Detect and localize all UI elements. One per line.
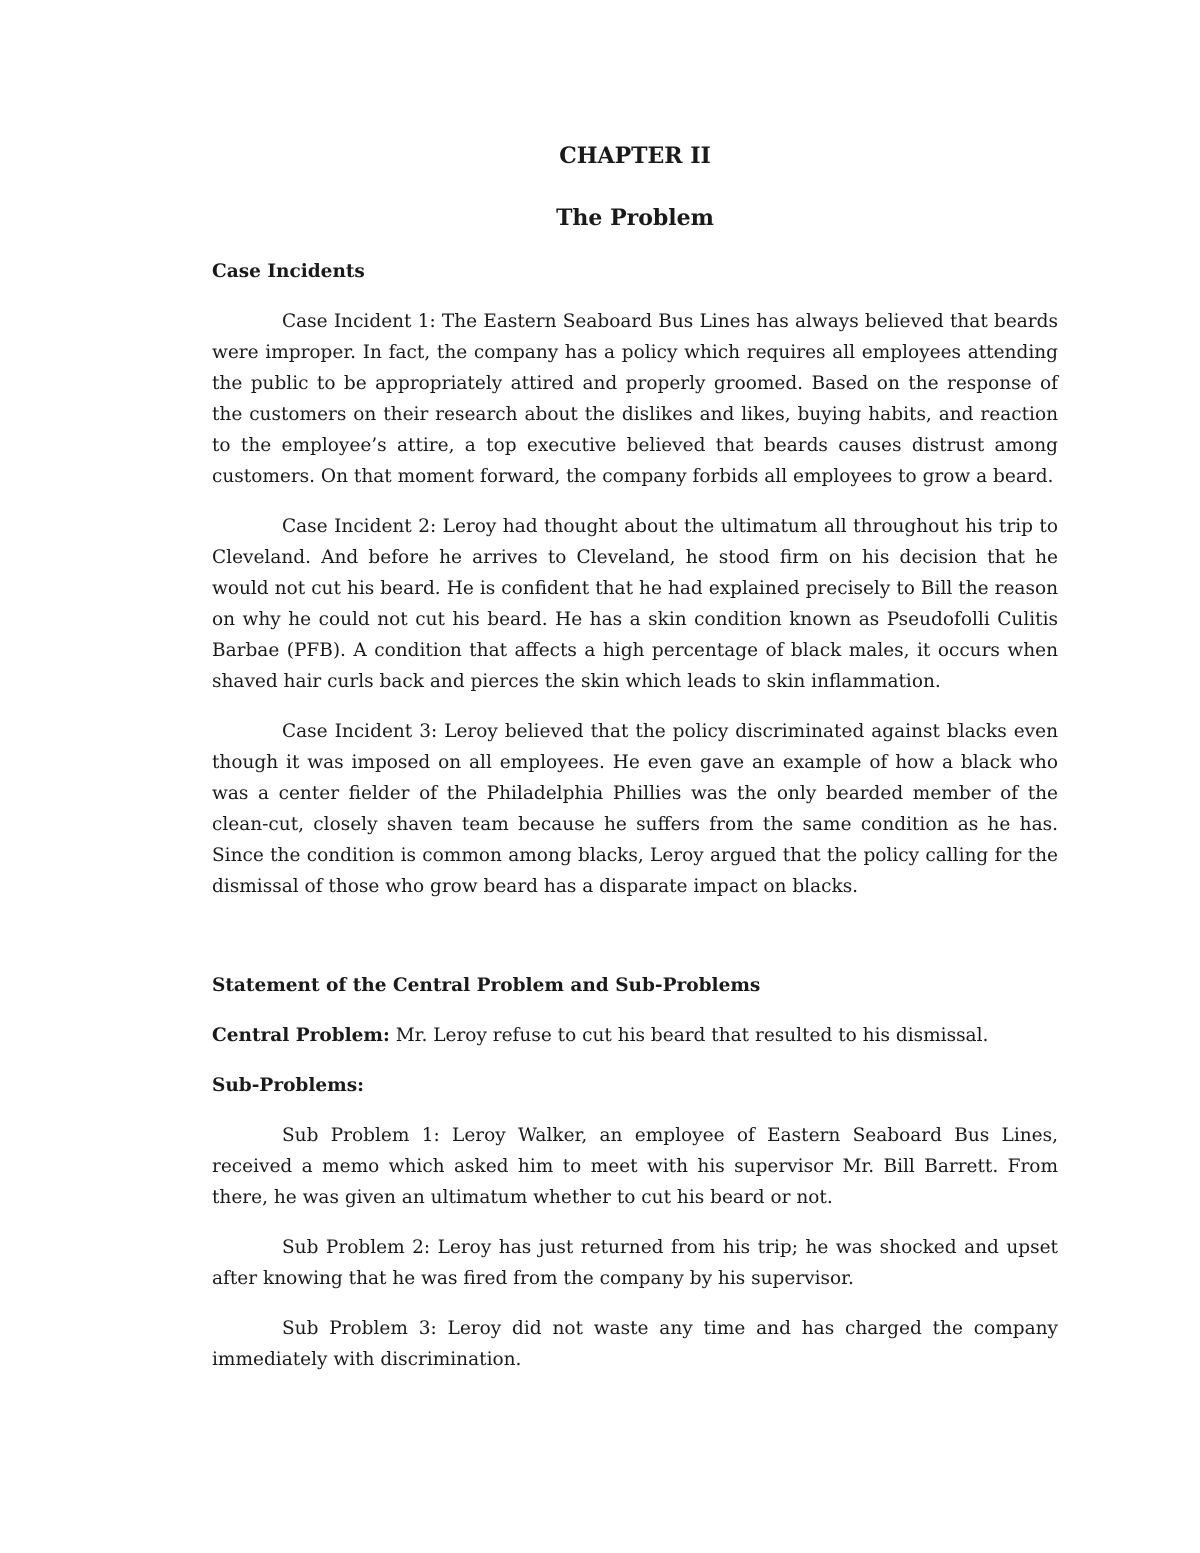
document-page [212, 140, 1058, 1375]
case-incident-1: Case Incident 1: The Eastern Seaboard Bus Lines has always believed that beards were improper. In fact, the company has a policy which requires all employees attending the public to be appropriately attired and properly groomed. Based on the response of the customers on their research about the dislikes and likes, buying habits, and reaction to the employee’s attire, a top executive believed that beards causes distrust among customers. On that moment forward, the company forbids all employees to grow a beard. [212, 311, 1058, 487]
case-incident-3: Case Incident 3: Leroy believed that the policy discriminated against blacks even though it was imposed on all employees. He even gave an example of how a black who was a center fielder of the Philadelphia Phillies was the only bearded member of the clean-cut, closely shaven team because he suffers from the same condition as he has. Since the condition is common among blacks, Leroy argued that the policy calling for the dismissal of those who grow beard has a disparate impact on blacks. [212, 721, 1058, 897]
sub-problems-heading: Sub-Problems: [212, 1075, 364, 1096]
chapter-heading: CHAPTER II [559, 143, 711, 169]
central-problem-text: Mr. Leroy refuse to cut his beard that resulted to his dismissal. [389, 1025, 989, 1046]
central-problem [212, 1020, 1058, 1051]
chapter-title: The Problem [556, 205, 714, 231]
case-incident-2: Case Incident 2: Leroy had thought about the ultimatum all throughout his trip to Cleveland. And before he arrives to Cleveland, he stood firm on his decision that he would not cut his beard. He is confident that he had explained precisely to Bill the reason on why he could not cut his beard. He has a skin condition known as Pseudofolli Culitis Barbae (PFB). A condition that affects a high percentage of black males, it occurs when shaved hair curls back and pierces the skin which leads to skin inflammation. [212, 516, 1058, 692]
sub-problem-1: Sub Problem 1: Leroy Walker, an employee of Eastern Seaboard Bus Lines, received a memo which asked him to meet with his supervisor Mr. Bill Barrett. From there, he was given an ultimatum whether to cut his beard or not. [212, 1125, 1058, 1208]
sub-problem-3: Sub Problem 3: Leroy did not waste any time and has charged the company immediately with discrimination. [212, 1318, 1058, 1370]
statement-heading: Statement of the Central Problem and Sub-Problems [212, 975, 761, 996]
case-incidents-heading: Case Incidents [212, 261, 365, 282]
sub-problem-2: Sub Problem 2: Leroy has just returned from his trip; he was shocked and upset after knowing that he was fired from the company by his supervisor. [212, 1237, 1058, 1289]
central-problem-label: Central Problem: [212, 1025, 390, 1046]
